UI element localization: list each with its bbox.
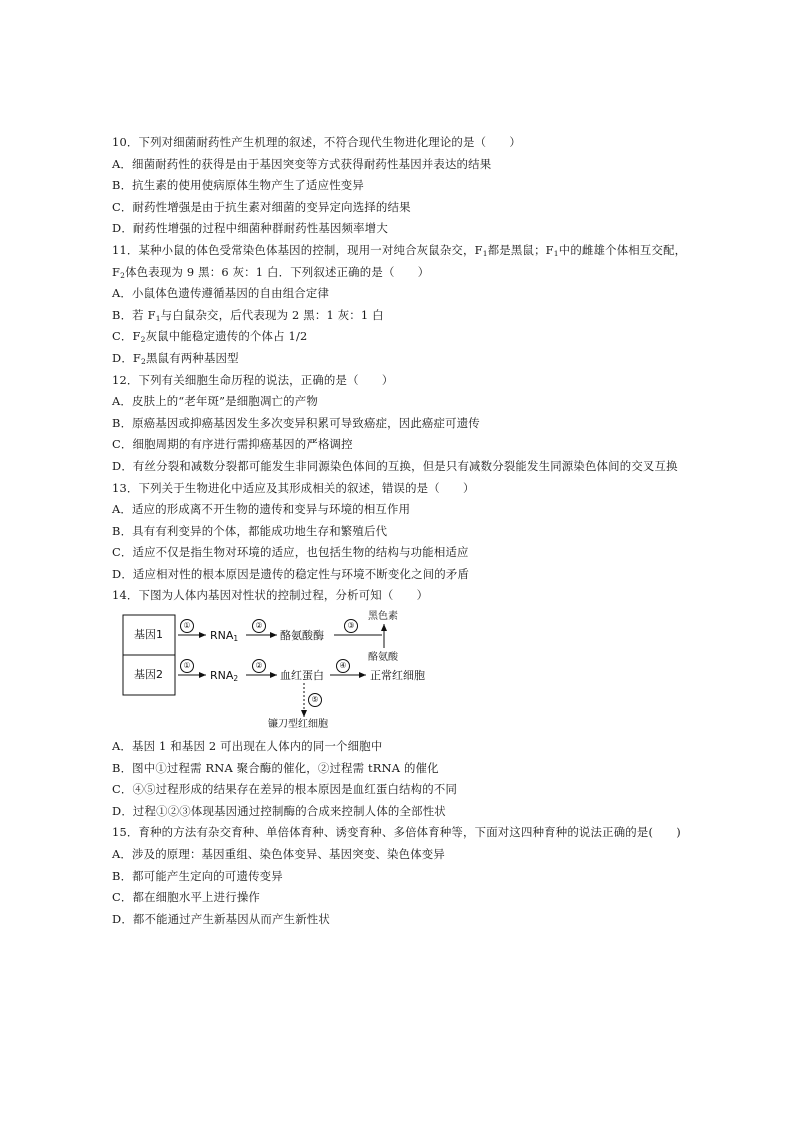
- question-11: [112, 240, 687, 370]
- option-d: [112, 348, 682, 370]
- option-text: 与白鼠杂交，后代表现为 2 黑：1 灰：1 白: [160, 307, 384, 322]
- subscript: 1: [553, 248, 559, 258]
- rna1-text: RNA: [210, 629, 234, 643]
- option-c: C．都在细胞水平上进行操作: [112, 890, 261, 905]
- exam-page: [112, 132, 687, 930]
- melanin-label: 黑色素: [368, 611, 398, 623]
- option-d: D．耐药性增强的过程中细菌种群耐药性基因频率增大: [112, 221, 388, 236]
- option-b: B．图中①过程需 RNA 聚合酶的催化，②过程需 tRNA 的催化: [112, 760, 439, 775]
- question-13: [112, 478, 682, 586]
- question-stem: 12．下列有关细胞生命历程的说法，正确的是（ ）: [112, 372, 394, 387]
- option-text: 灰鼠中能稳定遗传的个体占 1/2: [145, 329, 308, 344]
- step-1-marker: ①: [180, 619, 194, 633]
- option-c: [112, 326, 682, 348]
- option-text: B．若 F: [112, 307, 156, 322]
- option-d: D．都不能通过产生新基因从而产生新性状: [112, 911, 330, 926]
- question-stem: 10．下列对细菌耐药性产生机理的叙述，不符合现代生物进化理论的是（ ）: [112, 135, 521, 149]
- step-2-marker: ②: [252, 619, 266, 633]
- question-stem: 15．育种的方法有杂交育种、单倍体育种、诱变育种、多倍体育种等，下面对这四种育种的说法正确的是( ): [112, 825, 681, 840]
- question-stem: [112, 240, 687, 262]
- option-b: [112, 305, 682, 327]
- rna2-text: RNA: [210, 669, 234, 683]
- option-text: 黑鼠有两种基因型: [146, 350, 239, 365]
- option-text: C．F: [112, 329, 141, 344]
- step-1-marker: ①: [180, 659, 194, 673]
- option-a: A．细菌耐药性的获得是由于基因突变等方式获得耐药性基因并表达的结果: [112, 156, 492, 171]
- subscript: 1: [482, 248, 488, 258]
- question-stem: 14．下图为人体内基因对性状的控制过程，分析可知（ ）: [112, 588, 429, 603]
- subscript: 2: [233, 674, 239, 684]
- option-d: D．过程①②③体现基因通过控制酶的合成来控制人体的全部性状: [112, 803, 446, 818]
- question-15: [112, 822, 682, 930]
- gene-control-diagram: [122, 610, 432, 732]
- rna1-label: [210, 629, 238, 642]
- option-b: B．原癌基因或抑癌基因发生多次变异积累可导致癌症，因此癌症可遗传: [112, 415, 480, 430]
- step-3-marker: ③: [344, 619, 358, 633]
- subscript: 2: [141, 356, 147, 366]
- question-10: [112, 132, 682, 240]
- option-a: A．涉及的原理：基因重组、染色体变异、基因突变、染色体变异: [112, 847, 445, 862]
- question-12: [112, 370, 682, 478]
- gene-2-label: 基因2: [134, 668, 163, 682]
- step-4-marker: ④: [336, 659, 350, 673]
- subscript: 2: [120, 270, 126, 280]
- stem-text: 11．某种小鼠的体色受常染色体基因的控制，现用一对纯合灰鼠杂交，F: [112, 242, 483, 257]
- rna2-label: [210, 669, 238, 682]
- sickle-rbc-label: 镰刀型红细胞: [268, 719, 328, 731]
- option-a: A．皮肤上的“老年斑”是细胞凋亡的产物: [112, 394, 318, 409]
- option-c: C．细胞周期的有序进行需抑癌基因的严格调控: [112, 437, 353, 452]
- stem-text: 都是黑鼠；F: [487, 242, 554, 257]
- step-5-marker: ⑤: [308, 693, 322, 707]
- option-d: D．有丝分裂和减数分裂都可能发生非同源染色体间的互换，但是只有减数分裂能发生同源染色体间的交叉互换: [112, 458, 678, 473]
- subscript: 1: [233, 634, 239, 644]
- step-2-marker: ②: [252, 659, 266, 673]
- stem-text: 体色表现为 9 黑：6 灰：1 白．下列叙述正确的是（ ）: [125, 264, 430, 279]
- subscript: 2: [140, 335, 146, 345]
- question-14: [112, 585, 682, 822]
- option-b: B．抗生素的使用使病原体生物产生了适应性变异: [112, 178, 364, 193]
- stem-text: 中的雌雄个体相互交配，: [558, 242, 687, 257]
- option-b: B．具有有利变异的个体，都能成功地生存和繁殖后代: [112, 523, 388, 538]
- gene-1-label: 基因1: [134, 628, 163, 642]
- option-a: A．小鼠体色遗传遵循基因的自由组合定律: [112, 286, 330, 301]
- question-stem: 13．下列关于生物进化中适应及其形成相关的叙述，错误的是（ ）: [112, 480, 475, 495]
- subscript: 1: [155, 313, 161, 323]
- hemoglobin-label: 血红蛋白: [280, 669, 324, 683]
- tyrosine-label: 酪氨酸: [368, 652, 398, 664]
- stem-text: F: [112, 264, 121, 279]
- option-b: B．都可能产生定向的可遗传变异: [112, 868, 283, 883]
- normal-rbc-label: 正常红细胞: [370, 669, 425, 683]
- option-text: D．F: [112, 350, 142, 365]
- tyrosinase-label: 酪氨酸酶: [280, 629, 324, 643]
- question-stem-continued: [112, 262, 682, 284]
- option-c: C．适应不仅是指生物对环境的适应，也包括生物的结构与功能相适应: [112, 545, 469, 560]
- option-c: C．耐药性增强是由于抗生素对细菌的变异定向选择的结果: [112, 199, 411, 214]
- option-a: A．基因 1 和基因 2 可出现在人体内的同一个细胞中: [112, 739, 383, 754]
- option-c: C．④⑤过程形成的结果存在差异的根本原因是血红蛋白结构的不同: [112, 782, 458, 797]
- option-a: A．适应的形成离不开生物的遗传和变异与环境的相互作用: [112, 502, 411, 517]
- option-d: D．适应相对性的根本原因是遗传的稳定性与环境不断变化之间的矛盾: [112, 566, 470, 581]
